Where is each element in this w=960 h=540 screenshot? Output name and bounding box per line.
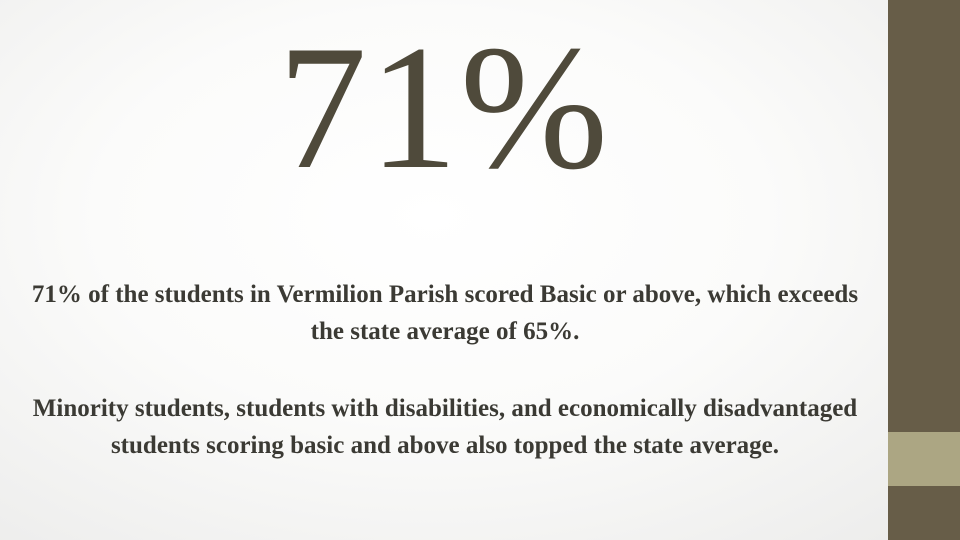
summary-paragraph: 71% of the students in Vermilion Parish scored Basic or above, which exceeds the state average of 65%. <box>31 281 859 345</box>
detail-paragraph: Minority students, students with disabilities, and economically disadvantaged students scoring basic and above also topped the state average. <box>32 395 858 459</box>
big-stat-percentage: 71% <box>277 8 611 206</box>
decorative-side-accent <box>888 432 960 486</box>
